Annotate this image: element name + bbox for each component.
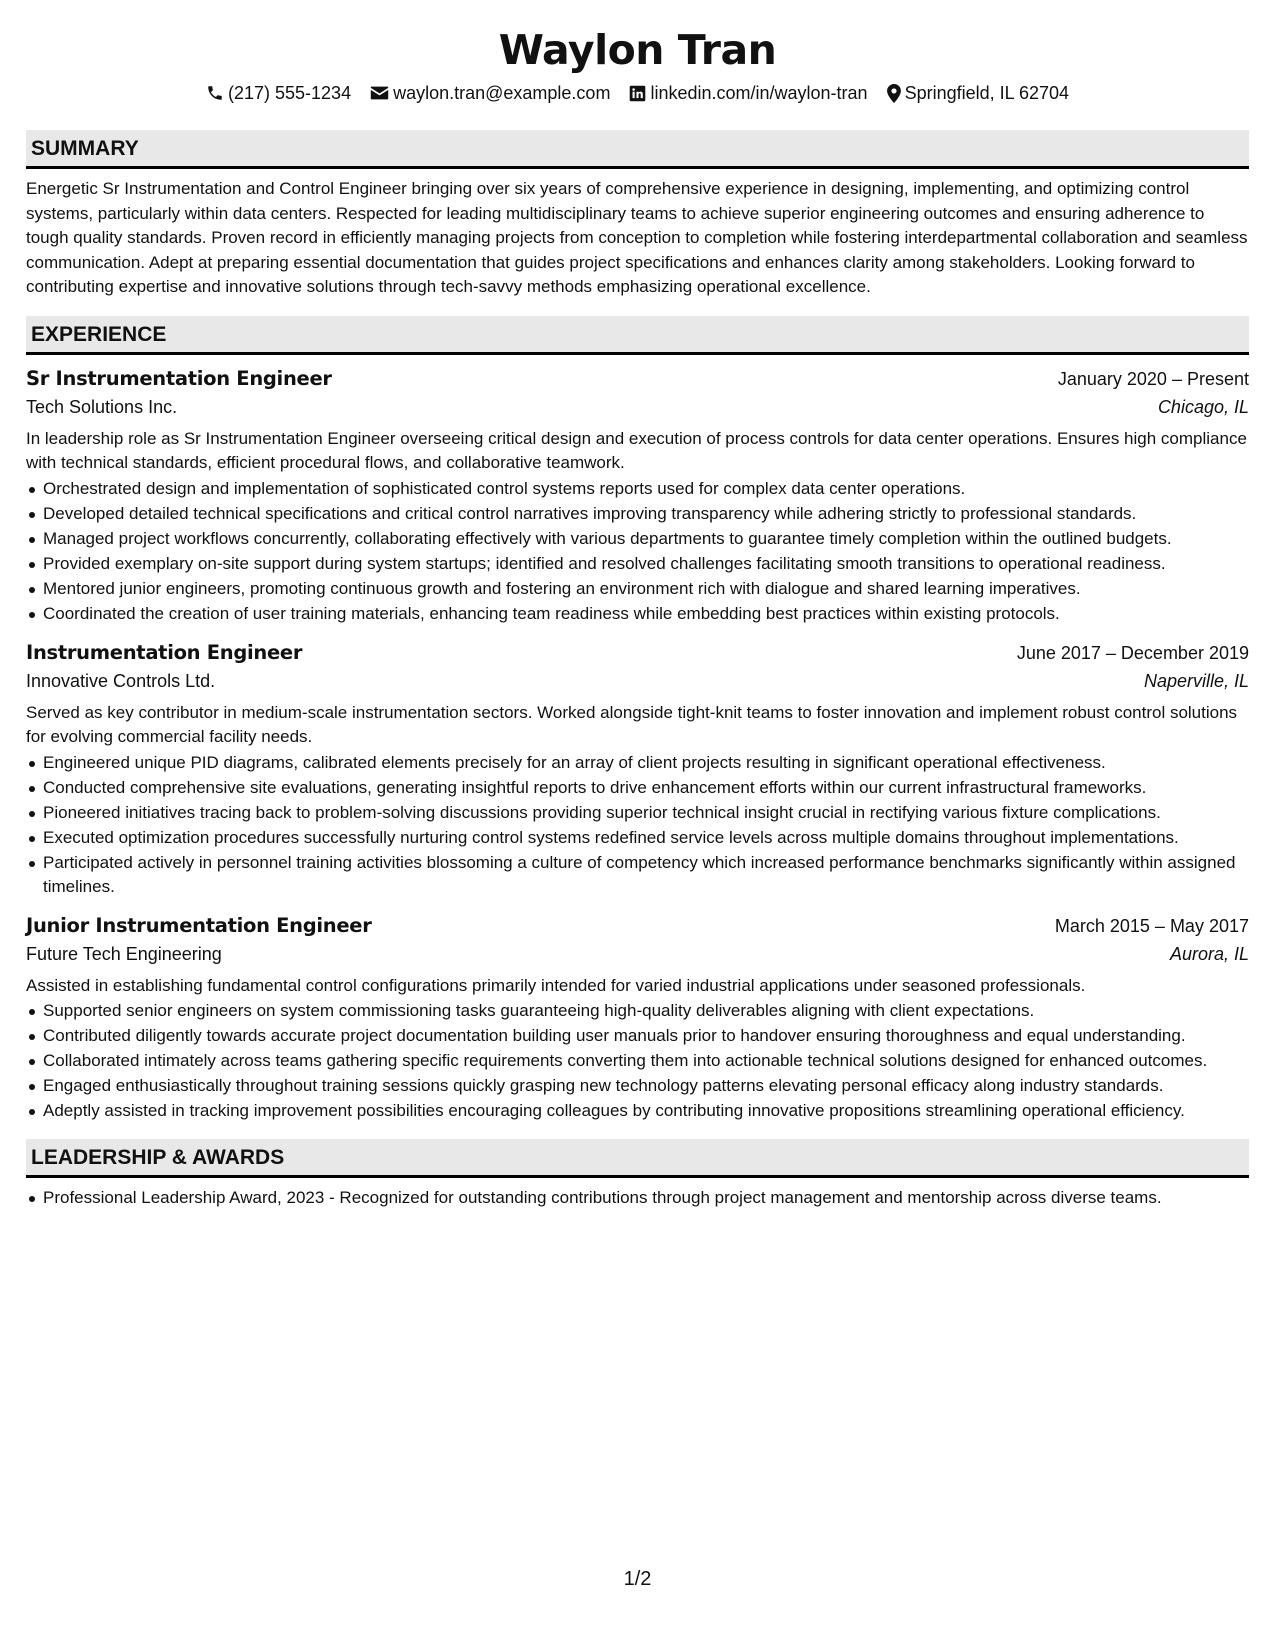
job-entry — [26, 912, 1249, 1124]
bullet-item: Participated actively in personnel training activities blossoming a culture of competency which increased performance benchmarks significantly within assigned timelines. — [26, 851, 1249, 899]
contact-location — [887, 81, 1069, 105]
bullet-item: Coordinated the creation of user training materials, enhancing team readiness while embedding best practices within existing protocols. — [26, 602, 1249, 626]
bullet-item: Provided exemplary on-site support during system startups; identified and resolved challenges facilitating smooth transitions to operational readiness. — [26, 552, 1249, 576]
job-bullets — [26, 999, 1249, 1123]
section-heading-experience: EXPERIENCE — [26, 316, 1249, 355]
bullet-item: Engaged enthusiastically throughout training sessions quickly grasping new technology patterns elevating personal efficacy along industry standards. — [26, 1074, 1249, 1098]
map-pin-icon — [887, 84, 901, 103]
bullet-item: Supported senior engineers on system commissioning tasks guaranteeing high-quality deliverables aligning with client expectations. — [26, 999, 1249, 1023]
job-summary: Served as key contributor in medium-scale instrumentation sectors. Worked alongside tight-knit teams to foster innovation and implement robust control solutions for evolving commercial facility needs. — [26, 702, 1238, 746]
contact-bar — [26, 81, 1249, 105]
job-title: Instrumentation Engineer — [26, 640, 303, 664]
job-dates: January 2020 – Present — [1057, 368, 1249, 389]
job-summary: In leadership role as Sr Instrumentation Engineer overseeing critical design and execution of process controls for data center operations. Ensures high compliance with technical standards, efficient procedural flows, and collaborative teamwork. — [26, 428, 1247, 472]
contact-email[interactable] — [370, 81, 610, 105]
linkedin-icon — [629, 85, 646, 102]
candidate-name: Waylon Tran — [498, 26, 777, 74]
resume-page — [26, 0, 1249, 1211]
job-bullets — [26, 477, 1249, 626]
job-entry — [26, 365, 1249, 626]
job-summary: Assisted in establishing fundamental control configurations primarily intended for varied industrial applications under seasoned professionals. — [26, 975, 1086, 995]
award-item: Professional Leadership Award, 2023 - Recognized for outstanding contributions through project management and mentorship across diverse teams. — [26, 1186, 1249, 1210]
job-location: Naperville, IL — [1143, 670, 1249, 691]
job-location: Chicago, IL — [1157, 396, 1249, 417]
job-location: Aurora, IL — [1169, 943, 1249, 964]
page-number: 1/2 — [623, 1568, 652, 1590]
bullet-item: Conducted comprehensive site evaluations, generating insightful reports to drive enhancement efforts within our current infrastructural frameworks. — [26, 776, 1249, 800]
email-text[interactable]: waylon.tran@example.com — [393, 83, 611, 103]
job-entry — [26, 639, 1249, 899]
job-title: Sr Instrumentation Engineer — [26, 366, 332, 390]
contact-linkedin[interactable] — [629, 81, 867, 105]
job-bullets — [26, 751, 1249, 899]
bullet-item: Developed detailed technical specifications and critical control narratives improving transparency while adhering strictly to professional standards. — [26, 502, 1249, 526]
bullet-item: Adeptly assisted in tracking improvement possibilities encouraging colleagues by contributing innovative propositions streamlining operational efficiency. — [26, 1099, 1249, 1123]
bullet-item: Orchestrated design and implementation of sophisticated control systems reports used for complex data center operations. — [26, 477, 1249, 501]
contact-phone — [206, 81, 351, 105]
summary-text: Energetic Sr Instrumentation and Control Engineer bringing over six years of comprehensive experience in designing, implementing, and optimizing control systems, particularly within data centers. Respected for leading multidisciplinary teams to achieve superior engineering outcomes and ensuring adherence to tough quality standards. Proven record in efficiently managing projects from conception to completion while fostering interdepartmental collaboration and seamless communication. Adept at preparing essential documentation that guides project specifications and enhances clarity among stakeholders. Looking forward to contributing expertise and innovative solutions through tech-savvy methods emphasizing operational excellence. — [26, 179, 1248, 296]
location-text: Springfield, IL 62704 — [904, 83, 1070, 103]
bullet-item: Executed optimization procedures successfully nurturing control systems redefined service levels across multiple domains throughout implementations. — [26, 826, 1249, 850]
phone-icon — [206, 84, 224, 102]
job-dates: March 2015 – May 2017 — [1054, 915, 1249, 936]
bullet-item: Pioneered initiatives tracing back to problem-solving discussions providing superior technical insight crucial in rectifying various fixture complications. — [26, 801, 1249, 825]
bullet-item: Managed project workflows concurrently, collaborating effectively with various departments to guarantee timely completion within the outlined budgets. — [26, 527, 1249, 551]
bullet-item: Contributed diligently towards accurate project documentation building user manuals prior to handover ensuring thoroughness and equal understanding. — [26, 1024, 1249, 1048]
job-title: Junior Instrumentation Engineer — [26, 913, 372, 937]
job-company: Future Tech Engineering — [26, 943, 222, 964]
phone-text: (217) 555-1234 — [227, 83, 352, 103]
job-company: Innovative Controls Ltd. — [26, 670, 216, 691]
leadership-list — [26, 1186, 1249, 1210]
section-heading-summary: SUMMARY — [26, 130, 1249, 169]
bullet-item: Collaborated intimately across teams gathering specific requirements converting them into actionable technical solutions designed for enhanced outcomes. — [26, 1049, 1249, 1073]
bullet-item: Mentored junior engineers, promoting continuous growth and fostering an environment rich with dialogue and shared learning imperatives. — [26, 577, 1249, 601]
bullet-item: Engineered unique PID diagrams, calibrated elements precisely for an array of client projects resulting in significant operational effectiveness. — [26, 751, 1249, 775]
linkedin-text[interactable]: linkedin.com/in/waylon-tran — [650, 83, 868, 103]
section-heading-leadership: LEADERSHIP & AWARDS — [26, 1139, 1249, 1178]
job-dates: June 2017 – December 2019 — [1016, 642, 1249, 663]
job-company: Tech Solutions Inc. — [26, 396, 178, 417]
envelope-icon — [370, 85, 389, 101]
